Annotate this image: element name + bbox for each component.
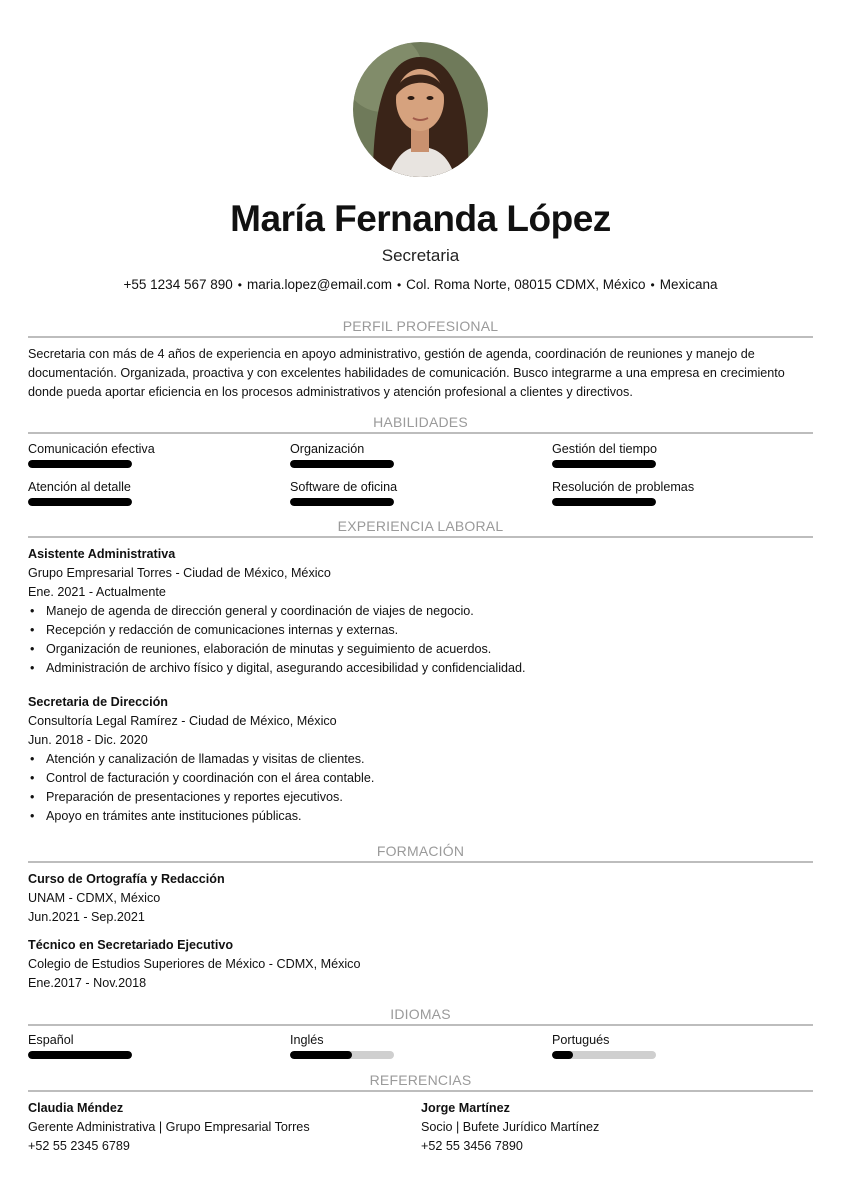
job-title: Secretaria de Dirección (28, 695, 169, 709)
education-dates: Jun.2021 - Sep.2021 (28, 910, 145, 924)
language-bar-fill (290, 1051, 352, 1059)
language-label: Inglés (290, 1033, 324, 1047)
reference-entry (421, 1099, 781, 1156)
nationality: Mexicana (659, 277, 718, 292)
list-item: • Recepción y redacción de comunicaciones internas y externas. (46, 621, 808, 640)
job-bullets (28, 750, 808, 826)
contact-line (0, 277, 841, 292)
language-label: Portugués (552, 1033, 610, 1047)
phone: +55 1234 567 890 (123, 277, 233, 292)
language-bar-fill (552, 1051, 573, 1059)
education-dates: Ene.2017 - Nov.2018 (28, 976, 147, 990)
skill-bar (552, 498, 656, 506)
job-dates: Jun. 2018 - Dic. 2020 (28, 733, 148, 747)
education-place: UNAM - CDMX, México (28, 891, 161, 905)
language-bar-fill (28, 1051, 132, 1059)
candidate-name: María Fernanda López (230, 198, 611, 239)
language-label: Español (28, 1033, 74, 1047)
skill-bar-fill (28, 460, 132, 468)
list-item: • Preparación de presentaciones y reportes ejecutivos. (46, 788, 808, 807)
education-place: Colegio de Estudios Superiores de México - CDMX, México (28, 957, 361, 971)
education-title: Técnico en Secretariado Ejecutivo (28, 938, 234, 952)
profile-text: Secretaria con más de 4 años de experiencia en apoyo administrativo, gestión de agenda, coordinación de reuniones y manejo de documentación. Organizada, proactiva y con excelentes habilidades de comunicación. Busco integrarme a una empresa en crecimiento donde pueda aportar eficiencia en los procesos administrativos y atención profesional a clientes y directivos. (28, 347, 785, 399)
skill-bar-fill (552, 498, 656, 506)
experience-entry (28, 693, 808, 826)
section-title-languages: IDIOMAS (28, 1006, 813, 1026)
skill-label: Resolución de problemas (552, 480, 695, 494)
reference-detail: Gerente Administrativa | Grupo Empresarial Torres (28, 1120, 310, 1134)
profile-photo (353, 42, 488, 177)
skill-bar-fill (28, 498, 132, 506)
section-title-education: FORMACIÓN (28, 843, 813, 863)
section-title-references: REFERENCIAS (28, 1072, 813, 1092)
separator: • (237, 278, 242, 292)
separator: • (396, 278, 402, 292)
reference-detail: Socio | Bufete Jurídico Martínez (421, 1120, 600, 1134)
reference-name: Jorge Martínez (421, 1101, 510, 1115)
reference-phone: +52 55 3456 7890 (421, 1139, 523, 1153)
section-title-experience: EXPERIENCIA LABORAL (28, 518, 813, 538)
skill-bar (552, 460, 656, 468)
skill-label: Organización (290, 442, 365, 456)
job-bullets (28, 602, 808, 678)
list-item: • Manejo de agenda de dirección general y coordinación de viajes de negocio. (46, 602, 808, 621)
job-company: Consultoría Legal Ramírez - Ciudad de México, México (28, 714, 337, 728)
experience-entry (28, 545, 808, 678)
section-title-skills: HABILIDADES (28, 414, 813, 434)
language-bar (28, 1051, 132, 1059)
job-dates: Ene. 2021 - Actualmente (28, 585, 166, 599)
education-entry (28, 936, 808, 993)
address: Col. Roma Norte, 08015 CDMX, México (406, 277, 646, 292)
skill-label: Comunicación efectiva (28, 442, 155, 456)
education-entry (28, 870, 808, 927)
skill-bar (28, 498, 132, 506)
skill-bar (28, 460, 132, 468)
language-bar (552, 1051, 656, 1059)
skill-label: Software de oficina (290, 480, 398, 494)
job-title: Asistente Administrativa (28, 547, 176, 561)
skill-label: Atención al detalle (28, 480, 131, 494)
skill-bar-fill (290, 460, 394, 468)
skill-label: Gestión del tiempo (552, 442, 658, 456)
email: maria.lopez@email.com (246, 277, 392, 292)
list-item: • Administración de archivo físico y digital, asegurando accesibilidad y confidencialidad. (46, 659, 808, 678)
list-item: • Organización de reuniones, elaboración de minutas y seguimiento de acuerdos. (46, 640, 808, 659)
list-item: • Atención y canalización de llamadas y visitas de clientes. (46, 750, 808, 769)
separator: • (650, 278, 655, 292)
skill-bar-fill (552, 460, 656, 468)
candidate-role: Secretaria (381, 246, 460, 265)
education-title: Curso de Ortografía y Redacción (28, 872, 225, 886)
list-item: • Apoyo en trámites ante instituciones públicas. (46, 807, 808, 826)
section-title-profile: PERFIL PROFESIONAL (28, 318, 813, 338)
skill-bar (290, 498, 394, 506)
language-bar (290, 1051, 394, 1059)
reference-entry (28, 1099, 388, 1156)
reference-phone: +52 55 2345 6789 (28, 1139, 130, 1153)
skill-bar-fill (290, 498, 394, 506)
list-item: • Control de facturación y coordinación con el área contable. (46, 769, 808, 788)
reference-name: Claudia Méndez (28, 1101, 124, 1115)
job-company: Grupo Empresarial Torres - Ciudad de México, México (28, 566, 331, 580)
skill-bar (290, 460, 394, 468)
